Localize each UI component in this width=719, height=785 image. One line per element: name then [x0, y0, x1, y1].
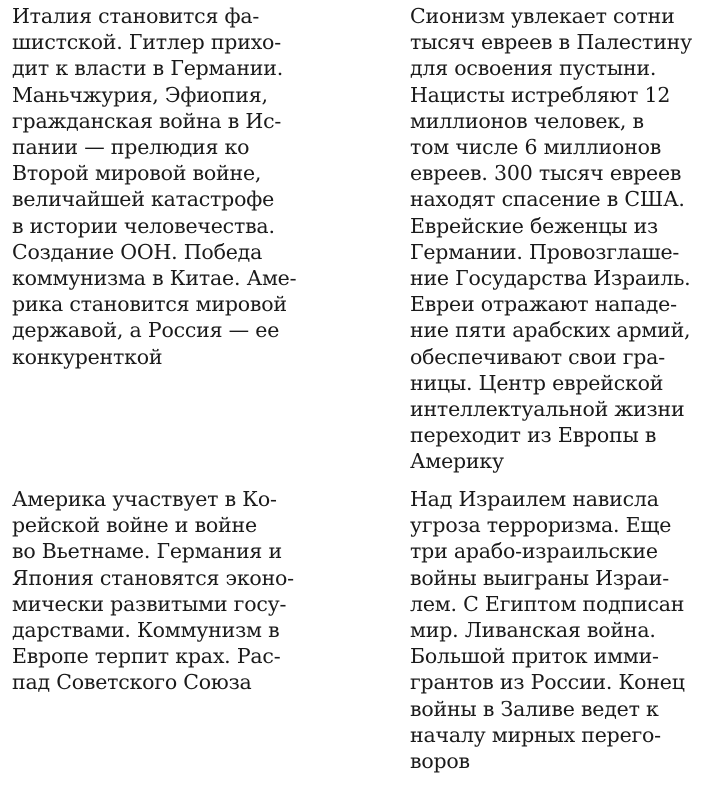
text-line: ницы. Центр еврейской	[410, 370, 664, 395]
text-line: Еврейские беженцы из	[410, 213, 659, 238]
text-line: Америка участвует в Ко-	[12, 487, 277, 511]
text-line: державой, а Россия — ее	[12, 318, 280, 343]
text-line: Создание ООН. Победа	[12, 239, 263, 264]
text-line: Италия становится фа-	[12, 4, 260, 28]
text-line: дарствами. Коммунизм в	[12, 618, 280, 643]
text-line: обеспечивают свои гра-	[410, 344, 665, 369]
text-line: воров	[410, 749, 470, 774]
text-line: евреев. 300 тысяч евреев	[410, 161, 682, 186]
text-line: переходит из Европы в	[410, 423, 657, 448]
text-line: Америку	[410, 449, 504, 474]
text-line: Европе терпит крах. Рас-	[12, 644, 281, 669]
text-line: войны в Заливе ведет к	[410, 696, 659, 721]
text-line: величайшей катастрофе	[12, 187, 275, 212]
text-line: гражданская война в Ис-	[12, 108, 282, 133]
text-line: конкуренткой	[12, 344, 163, 369]
text-line: мически развитыми госу-	[12, 591, 287, 616]
text-line: Сионизм увлекает сотни	[410, 4, 675, 28]
text-line: три арабо-израильские	[410, 539, 658, 564]
text-line: рейской войне и войне	[12, 513, 257, 538]
text-line: Евреи отражают нападе-	[410, 292, 677, 317]
text-block-italy-fascism	[12, 3, 312, 370]
text-line: во Вьетнаме. Германия и	[12, 539, 282, 564]
text-line: мир. Ливанская война.	[410, 618, 656, 643]
text-line: Нацисты истребляют 12	[410, 82, 671, 107]
text-line: пании — прелюдия ко	[12, 135, 250, 160]
text-line: в истории человечества.	[12, 213, 275, 238]
text-line: грантов из России. Конец	[410, 670, 685, 695]
text-line: миллионов человек, в	[410, 108, 644, 133]
text-line: Германии. Провозглаше-	[410, 239, 680, 264]
text-line: лем. С Египтом подписан	[410, 591, 685, 616]
text-line: пад Советского Союза	[12, 670, 252, 695]
text-block-america-wars	[12, 486, 312, 696]
text-line: ние пяти арабских армий,	[410, 318, 691, 343]
text-line: коммунизма в Китае. Аме-	[12, 266, 297, 291]
text-line: находят спасение в США.	[410, 187, 685, 212]
text-line: тысяч евреев в Палестину	[410, 30, 692, 55]
text-line: рика становится мировой	[12, 292, 287, 317]
text-line: том числе 6 миллионов	[410, 135, 662, 160]
text-line: Над Израилем нависла	[410, 487, 659, 511]
text-line: для освоения пустыни.	[410, 56, 657, 81]
text-block-zionism-israel	[410, 3, 710, 475]
text-line: интеллектуальной жизни	[410, 397, 685, 422]
text-line: дит к власти в Германии.	[12, 56, 284, 81]
text-line: Большой приток имми-	[410, 644, 659, 669]
text-line: Второй мировой войне,	[12, 161, 262, 186]
text-line: началу мирных перего-	[410, 722, 661, 747]
text-line: шистской. Гитлер прихо-	[12, 30, 281, 55]
text-block-israel-terrorism	[410, 486, 710, 774]
text-line: угроза терроризма. Еще	[410, 513, 672, 538]
text-line: Маньчжурия, Эфиопия,	[12, 82, 268, 107]
text-line: войны выиграны Израи-	[410, 565, 669, 590]
text-line: Япония становятся эконо-	[12, 565, 294, 590]
text-line: ние Государства Израиль.	[410, 266, 691, 291]
